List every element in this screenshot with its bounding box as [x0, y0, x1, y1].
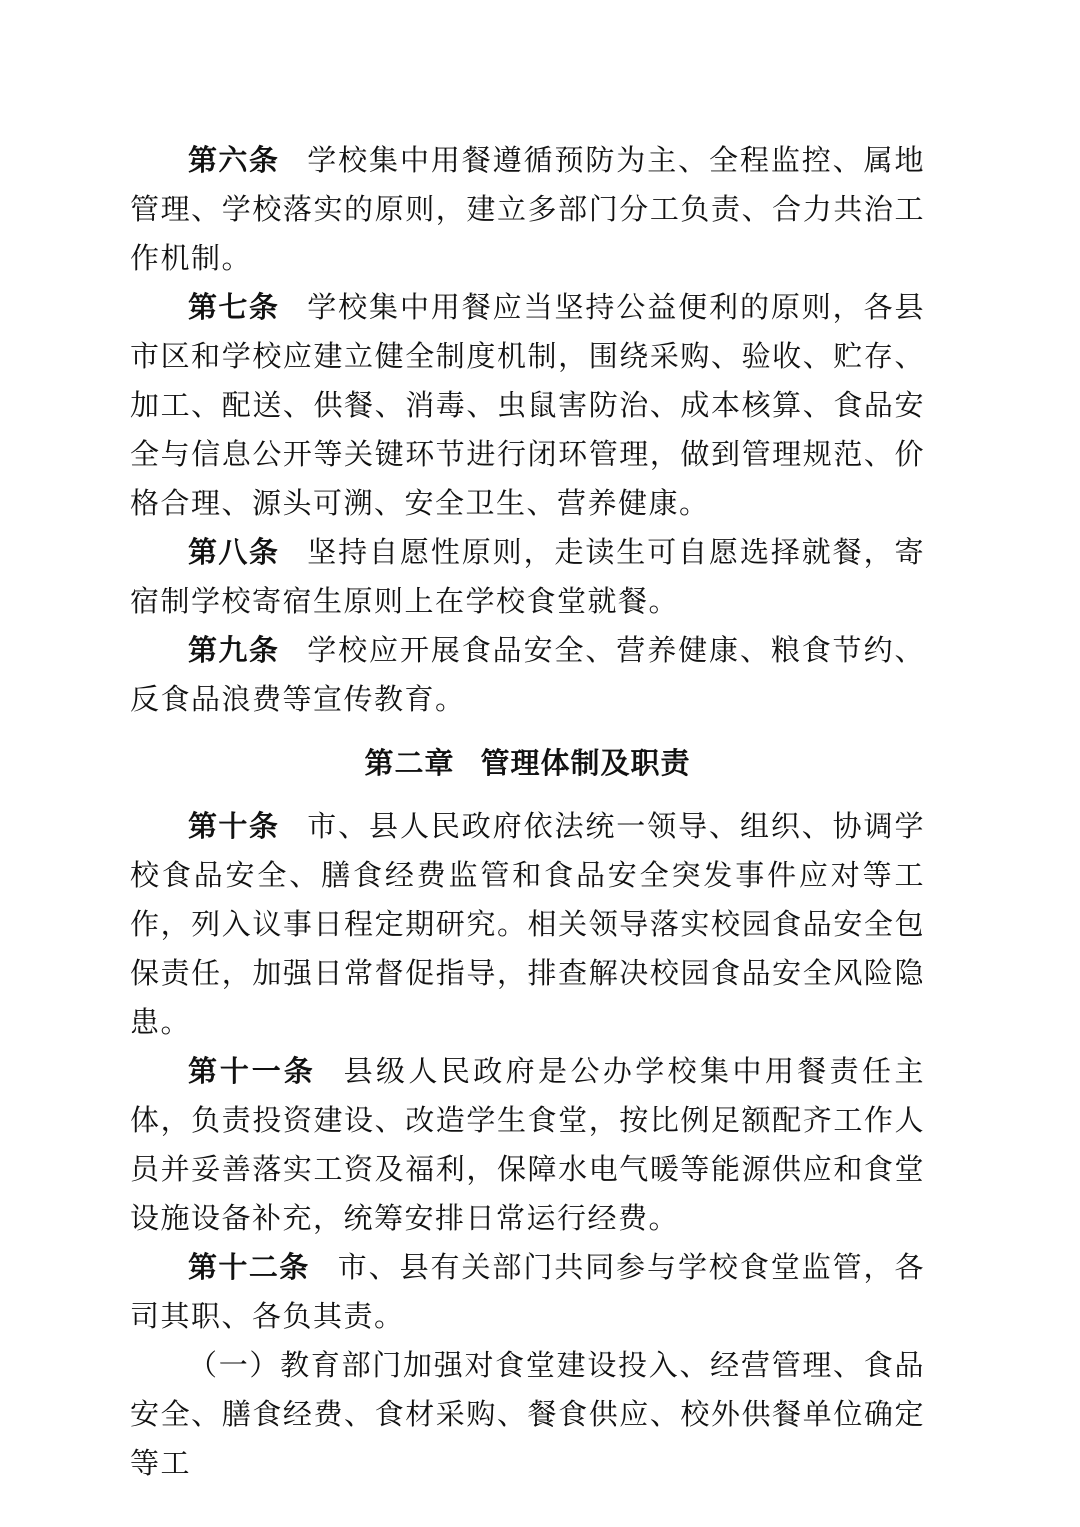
article-text: 学校集中用餐应当坚持公益便利的原则，各县市区和学校应建立健全制度机制，围绕采购、验收、贮存、加工、配送、供餐、消毒、虫鼠害防治、成本核算、食品安全与信息公开等关键环节进行闭环管理，做到管理规范、价格合理、源头可溯、安全卫生、营养健康。 [130, 290, 925, 520]
article-text: 市、县有关部门共同参与学校食堂监管，各司其职、各负其责。 [130, 1250, 925, 1333]
article-11 [130, 1047, 925, 1243]
document-body [130, 136, 925, 1488]
article-text: 学校应开展食品安全、营养健康、粮食节约、反食品浪费等宣传教育。 [130, 633, 925, 716]
article-text: 县级人民政府是公办学校集中用餐责任主体，负责投资建设、改造学生食堂，按比例足额配齐工作人员并妥善落实工资及福利，保障水电气暖等能源供应和食堂设施设备补充，统筹安排日常运行经费。 [130, 1054, 925, 1235]
article-label: 第十条 [188, 809, 280, 843]
article-text: 坚持自愿性原则，走读生可自愿选择就餐，寄宿制学校寄宿生原则上在学校食堂就餐。 [130, 535, 925, 618]
chapter-number: 第二章 [364, 746, 455, 780]
article-text: 学校集中用餐遵循预防为主、全程监控、属地管理、学校落实的原则，建立多部门分工负责、合力共治工作机制。 [130, 143, 925, 275]
article-label: 第六条 [188, 143, 280, 177]
article-10 [130, 802, 925, 1047]
article-label: 第十二条 [188, 1250, 310, 1284]
article-9 [130, 626, 925, 724]
article-label: 第十一条 [188, 1054, 316, 1088]
article-text: 市、县人民政府依法统一领导、组织、协调学校食品安全、膳食经费监管和食品安全突发事件应对等工作，列入议事日程定期研究。相关领导落实校园食品安全包保责任，加强日常督促指导，排查解决校园食品安全风险隐患。 [130, 809, 925, 1039]
chapter-title: 管理体制及职责 [480, 746, 691, 780]
sub-item-text: （一）教育部门加强对食堂建设投入、经营管理、食品安全、膳食经费、食材采购、餐食供应、校外供餐单位确定等工 [130, 1348, 925, 1480]
article-7 [130, 283, 925, 528]
article-8 [130, 528, 925, 626]
chapter-heading [130, 734, 925, 792]
article-label: 第八条 [188, 535, 280, 569]
sub-item-1 [130, 1341, 925, 1488]
article-label: 第七条 [188, 290, 280, 324]
article-label: 第九条 [188, 633, 280, 667]
article-6 [130, 136, 925, 283]
article-12 [130, 1243, 925, 1341]
